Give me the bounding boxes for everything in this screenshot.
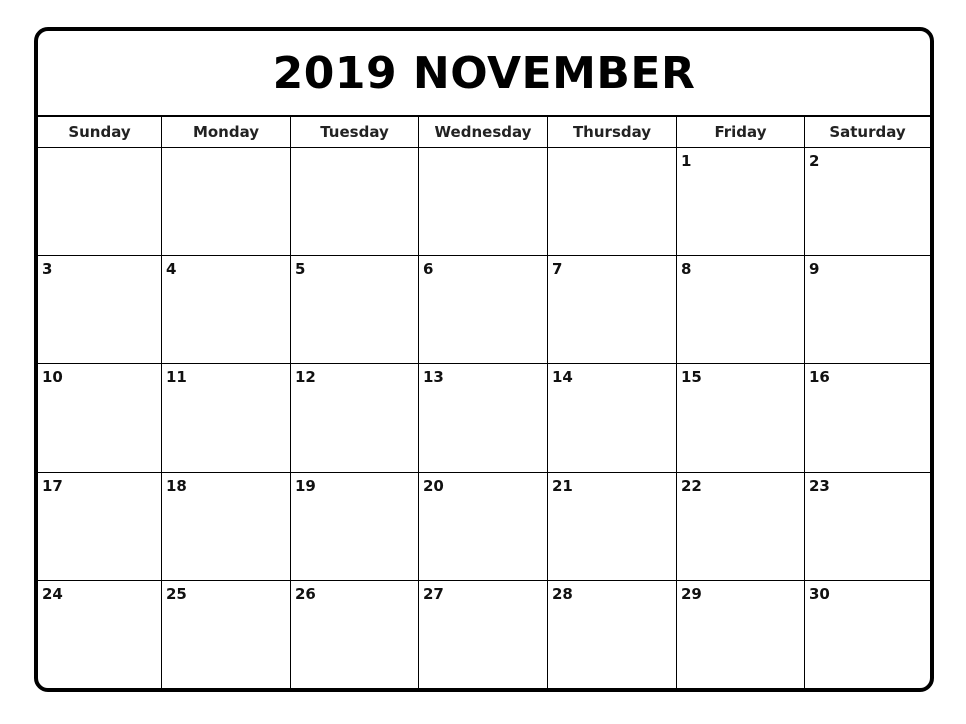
calendar-grid [38, 117, 930, 688]
day-number: 21 [552, 477, 573, 495]
weekday-header-tuesday: Tuesday [291, 117, 419, 148]
day-number: 27 [423, 585, 444, 603]
weekday-header-friday: Friday [677, 117, 805, 148]
day-cell [291, 364, 419, 473]
day-cell [162, 473, 291, 581]
day-cell [677, 148, 805, 256]
day-cell [419, 473, 548, 581]
calendar-title: 2019 NOVEMBER [38, 31, 930, 117]
day-number: 30 [809, 585, 830, 603]
day-cell [419, 364, 548, 473]
day-number: 8 [681, 260, 692, 278]
day-number: 6 [423, 260, 434, 278]
day-number: 5 [295, 260, 306, 278]
day-number: 20 [423, 477, 444, 495]
day-number: 25 [166, 585, 187, 603]
day-cell [291, 473, 419, 581]
day-cell [162, 581, 291, 688]
day-cell [291, 581, 419, 688]
day-cell [38, 364, 162, 473]
day-number: 16 [809, 368, 830, 386]
weekday-header-saturday: Saturday [805, 117, 930, 148]
day-cell [548, 364, 677, 473]
day-number: 26 [295, 585, 316, 603]
day-cell [162, 256, 291, 364]
day-number: 29 [681, 585, 702, 603]
calendar-frame [34, 27, 934, 692]
day-number: 13 [423, 368, 444, 386]
day-cell [805, 256, 930, 364]
weekday-header-sunday: Sunday [38, 117, 162, 148]
day-number: 4 [166, 260, 177, 278]
weekday-header-thursday: Thursday [548, 117, 677, 148]
day-number: 14 [552, 368, 573, 386]
day-cell [805, 364, 930, 473]
day-number: 28 [552, 585, 573, 603]
weekday-header-wednesday: Wednesday [419, 117, 548, 148]
day-cell [162, 148, 291, 256]
day-number: 10 [42, 368, 63, 386]
day-cell [419, 581, 548, 688]
day-cell [38, 256, 162, 364]
day-cell [677, 581, 805, 688]
day-number: 19 [295, 477, 316, 495]
day-cell [38, 473, 162, 581]
day-cell [805, 581, 930, 688]
day-number: 15 [681, 368, 702, 386]
day-cell [38, 148, 162, 256]
day-cell [677, 364, 805, 473]
day-cell [677, 256, 805, 364]
day-cell [38, 581, 162, 688]
day-number: 9 [809, 260, 820, 278]
day-cell [291, 256, 419, 364]
day-number: 24 [42, 585, 63, 603]
day-cell [805, 473, 930, 581]
day-cell [419, 148, 548, 256]
day-cell [291, 148, 419, 256]
day-number: 7 [552, 260, 563, 278]
day-number: 22 [681, 477, 702, 495]
day-cell [548, 581, 677, 688]
day-cell [548, 256, 677, 364]
day-cell [548, 473, 677, 581]
day-number: 23 [809, 477, 830, 495]
day-number: 11 [166, 368, 187, 386]
day-number: 3 [42, 260, 53, 278]
day-number: 18 [166, 477, 187, 495]
day-number: 17 [42, 477, 63, 495]
day-cell [677, 473, 805, 581]
day-number: 2 [809, 152, 820, 170]
day-cell [419, 256, 548, 364]
day-number: 1 [681, 152, 692, 170]
day-cell [548, 148, 677, 256]
day-cell [162, 364, 291, 473]
weekday-header-monday: Monday [162, 117, 291, 148]
day-number: 12 [295, 368, 316, 386]
day-cell [805, 148, 930, 256]
